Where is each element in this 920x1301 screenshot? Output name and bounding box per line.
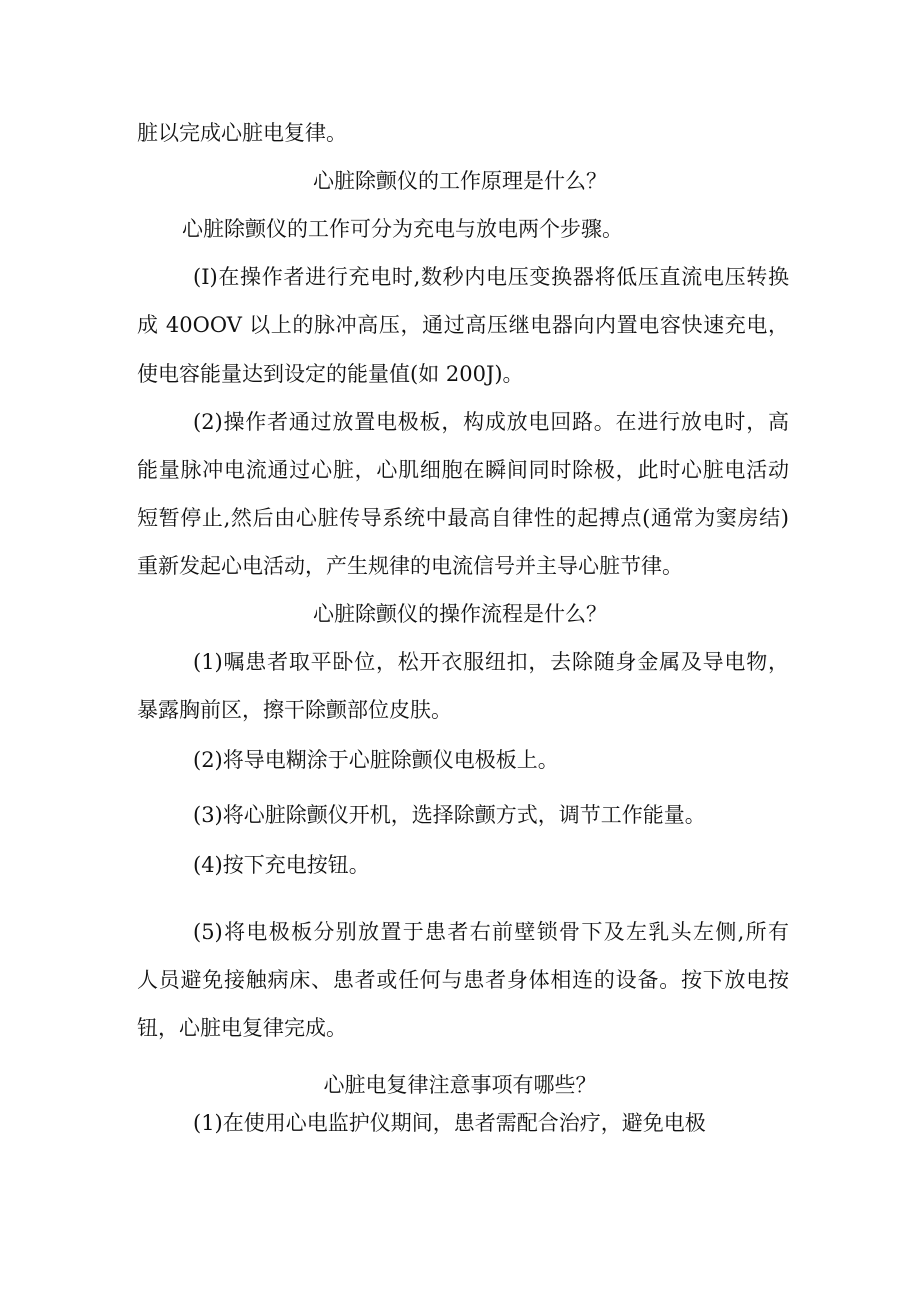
list-item-line: 人员避免接触病床、患者或任何与患者身体相连的设备。按下放电按 (137, 968, 789, 992)
section-heading-operation-process: 心脏除颤仪的操作流程是什么？ (313, 602, 607, 626)
paragraph-line: 重新发起心电活动，产生规律的电流信号并主导心脏节律。 (137, 554, 683, 578)
list-item-line: (4)按下充电按钮。 (193, 853, 370, 877)
paragraph-line: (I)在操作者进行充电时,数秒内电压变换器将低压直流电压转换 (193, 265, 789, 289)
paragraph-line: (2)操作者通过放置电极板，构成放电回路。在进行放电时，高 (193, 410, 789, 434)
list-item-line: (1)嘱患者取平卧位，松开衣服纽扣，去除随身金属及导电物， (193, 650, 789, 674)
list-item-line: 暴露胸前区，擦干除颤部位皮肤。 (137, 698, 452, 722)
section-heading-working-principle: 心脏除颤仪的工作原理是什么？ (313, 169, 607, 193)
list-item-line: (2)将导电糊涂于心脏除颤仪电极板上。 (193, 748, 559, 772)
paragraph-line: 使电容能量达到设定的能量值(如 200J)。 (137, 362, 524, 386)
section-heading-precautions: 心脏电复律注意事项有哪些？ (323, 1073, 597, 1097)
paragraph-line: 脏以完成心脏电复律。 (137, 121, 347, 145)
paragraph-line: 能量脉冲电流通过心脏，心肌细胞在瞬间同时除极，此时心脏电活动 (137, 458, 789, 482)
paragraph-line: 心脏除颤仪的工作可分为充电与放电两个步骤。 (182, 217, 623, 241)
paragraph-line: 短暂停止,然后由心脏传导系统中最高自律性的起搏点(通常为窦房结) (137, 506, 789, 530)
list-item-line: (1)在使用心电监护仪期间，患者需配合治疗，避免电极 (193, 1111, 706, 1135)
list-item-line: (5)将电极板分别放置于患者右前壁锁骨下及左乳头左侧,所有 (193, 920, 789, 944)
list-item-line: (3)将心脏除颤仪开机，选择除颤方式，调节工作能量。 (193, 803, 706, 827)
paragraph-line: 成 40OOV 以上的脉冲高压，通过高压继电器向内置电容快速充电， (137, 313, 789, 337)
list-item-line: 钮，心脏电复律完成。 (137, 1016, 347, 1040)
